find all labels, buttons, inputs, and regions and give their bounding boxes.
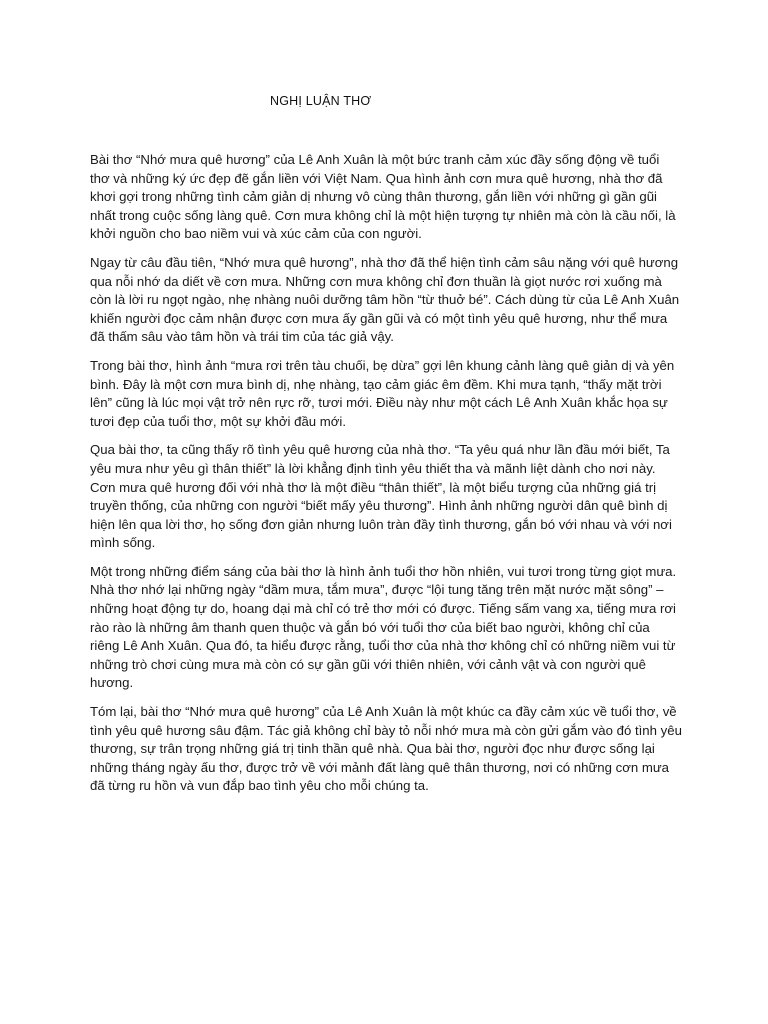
- document-body: [90, 151, 682, 806]
- paragraph-opening-line: Ngay từ câu đầu tiên, “Nhớ mưa quê hương”, nhà thơ đã thể hiện tình cảm sâu nặng với quê hương qua nỗi nhớ da diết về cơn mưa. Những cơn mưa không chỉ đơn thuần là giọt nước rơi xuống mà còn là lời ru ngọt ngào, nhẹ nhàng nuôi dưỡng tâm hồn “từ thuở bé”. Cách dùng từ của Lê Anh Xuân khiến người đọc cảm nhận được cơn mưa ấy gần gũi và có một tình yêu quê hương, như thể mưa đã thấm sâu vào tâm hồn và trái tim của tác giả vậy.: [90, 254, 680, 345]
- paragraph-childhood: Một trong những điểm sáng của bài thơ là hình ảnh tuổi thơ hồn nhiên, vui tươi trong từng giọt mưa. Nhà thơ nhớ lại những ngày “dầm mưa, tắm mưa”, được “lội tung tăng trên mặt nước mặt sông” – những hoạt động tự do, hoang dại mà chỉ có trẻ thơ mới có được. Tiếng sấm vang xa, tiếng mưa rơi rào rào là những âm thanh quen thuộc và gắn bó với tuổi thơ của biết bao người, không chỉ của riêng Lê Anh Xuân. Qua đó, ta hiểu được rằng, tuổi thơ của nhà thơ không chỉ có những niềm vui từ những trò chơi cùng mưa mà còn có sự gần gũi với thiên nhiên, với cảnh vật và con người quê hương.: [90, 563, 677, 691]
- paragraph-homeland-love: Qua bài thơ, ta cũng thấy rõ tình yêu quê hương của nhà thơ. “Ta yêu quá như lần đầu mới biết, Ta yêu mưa như yêu gì thân thiết” là lời khẳng định tình yêu thiết tha và mãnh liệt dành cho nơi này. Cơn mưa quê hương đối với nhà thơ là một điều “thân thiết”, là một biểu tượng của những giá trị truyền thống, của những con người “biết mấy yêu thương”. Hình ảnh những người dân quê bình dị hiện lên qua lời thơ, họ sống đơn giản nhưng luôn tràn đầy tình thương, gắn bó với nhau và với nơi mình sống.: [90, 442, 672, 551]
- paragraph-conclusion: Tóm lại, bài thơ “Nhớ mưa quê hương” của Lê Anh Xuân là một khúc ca đầy cảm xúc về tuổi thơ, về tình yêu quê hương sâu đậm. Tác giả không chỉ bày tỏ nỗi nhớ mưa mà còn gửi gắm vào đó tình yêu thương, sự trân trọng những giá trị tinh thần quê nhà. Qua bài thơ, người đọc như được sống lại những tháng ngày ấu thơ, được trở về với mảnh đất làng quê thân thương, nơi có những cơn mưa đã từng ru hồn và vun đắp bao tình yêu cho mỗi chúng ta.: [90, 704, 682, 794]
- paragraph-village-image: Trong bài thơ, hình ảnh “mưa rơi trên tàu chuối, bẹ dừa” gợi lên khung cảnh làng quê giản dị và yên bình. Đây là một cơn mưa bình dị, nhẹ nhàng, tạo cảm giác êm đềm. Khi mưa tạnh, “thấy mặt trời lên” cũng là lúc mọi vật trở nên rực rỡ, tươi mới. Điều này như một cách Lê Anh Xuân khắc họa sự tươi đẹp của tuổi thơ, một sự khởi đầu mới.: [90, 357, 675, 429]
- document-title: NGHỊ LUẬN THƠ: [270, 94, 372, 108]
- paragraph-introduction: Bài thơ “Nhớ mưa quê hương” của Lê Anh Xuân là một bức tranh cảm xúc đầy sống động về tuổi thơ và những ký ức đẹp đẽ gắn liền với Việt Nam. Qua hình ảnh cơn mưa quê hương, nhà thơ đã khơi gợi trong những tình cảm giản dị nhưng vô cùng thân thương, gắn liền với những gì gần gũi nhất trong cuộc sống làng quê. Cơn mưa không chỉ là một hiện tượng tự nhiên mà còn là cầu nối, là khởi nguồn cho bao niềm vui và xúc cảm của con người.: [90, 152, 676, 242]
